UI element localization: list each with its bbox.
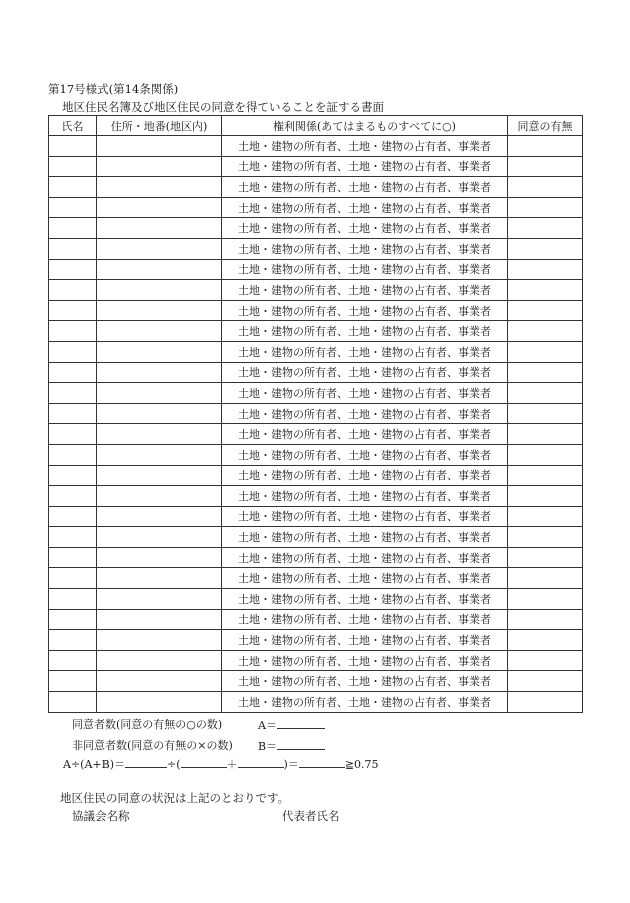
formula-divide: ÷( bbox=[167, 758, 181, 771]
consent-cell bbox=[508, 527, 583, 548]
formula-blank-3 bbox=[238, 755, 284, 768]
name-cell bbox=[49, 609, 97, 630]
table-row bbox=[49, 424, 583, 445]
name-cell bbox=[49, 362, 97, 383]
consent-cell bbox=[508, 424, 583, 445]
address-cell bbox=[97, 403, 222, 424]
rights-cell: 土地・建物の所有者、土地・建物の占有者、事業者 bbox=[222, 650, 508, 671]
address-cell bbox=[97, 589, 222, 610]
name-cell bbox=[49, 527, 97, 548]
consent-cell bbox=[508, 403, 583, 424]
rights-cell: 土地・建物の所有者、土地・建物の占有者、事業者 bbox=[222, 486, 508, 507]
council-name-label: 協議会名称 bbox=[72, 809, 130, 823]
rights-cell: 土地・建物の所有者、土地・建物の占有者、事業者 bbox=[222, 692, 508, 713]
table-row bbox=[49, 177, 583, 198]
rights-cell: 土地・建物の所有者、土地・建物の占有者、事業者 bbox=[222, 547, 508, 568]
table-row bbox=[49, 218, 583, 239]
rights-cell: 土地・建物の所有者、土地・建物の占有者、事業者 bbox=[222, 383, 508, 404]
name-cell bbox=[49, 238, 97, 259]
name-cell bbox=[49, 444, 97, 465]
consent-cell bbox=[508, 362, 583, 383]
consent-cell bbox=[508, 383, 583, 404]
rights-cell: 土地・建物の所有者、土地・建物の占有者、事業者 bbox=[222, 136, 508, 157]
address-cell bbox=[97, 259, 222, 280]
consent-cell bbox=[508, 136, 583, 157]
rights-cell: 土地・建物の所有者、土地・建物の占有者、事業者 bbox=[222, 506, 508, 527]
rights-cell: 土地・建物の所有者、土地・建物の占有者、事業者 bbox=[222, 259, 508, 280]
rights-cell: 土地・建物の所有者、土地・建物の占有者、事業者 bbox=[222, 300, 508, 321]
name-cell bbox=[49, 321, 97, 342]
rights-cell: 土地・建物の所有者、土地・建物の占有者、事業者 bbox=[222, 609, 508, 630]
address-cell bbox=[97, 671, 222, 692]
consent-cell bbox=[508, 444, 583, 465]
consent-cell bbox=[508, 630, 583, 651]
address-cell bbox=[97, 630, 222, 651]
consent-cell bbox=[508, 506, 583, 527]
consent-count-blank bbox=[277, 716, 325, 729]
consent-count-field bbox=[258, 716, 325, 733]
nonconsent-count-field bbox=[258, 737, 325, 754]
name-cell bbox=[49, 424, 97, 445]
formula-prefix: A÷(A+B)＝ bbox=[63, 758, 125, 771]
table-row bbox=[49, 136, 583, 157]
rights-cell: 土地・建物の所有者、土地・建物の占有者、事業者 bbox=[222, 218, 508, 239]
consent-cell bbox=[508, 300, 583, 321]
consent-count-label: 同意者数(同意の有無の○の数) bbox=[72, 718, 223, 731]
name-cell bbox=[49, 177, 97, 198]
address-cell bbox=[97, 280, 222, 301]
table-row bbox=[49, 362, 583, 383]
table-row bbox=[49, 609, 583, 630]
name-cell bbox=[49, 671, 97, 692]
nonconsent-count-label: 非同意者数(同意の有無の×の数) bbox=[72, 739, 233, 752]
formula-threshold: ≧0.75 bbox=[344, 758, 379, 771]
table-header-row bbox=[49, 116, 583, 136]
table-row bbox=[49, 238, 583, 259]
consent-cell bbox=[508, 218, 583, 239]
rights-cell: 土地・建物の所有者、土地・建物の占有者、事業者 bbox=[222, 280, 508, 301]
table-row bbox=[49, 692, 583, 713]
address-cell bbox=[97, 362, 222, 383]
consent-count-variable: A＝ bbox=[258, 719, 277, 732]
rights-cell: 土地・建物の所有者、土地・建物の占有者、事業者 bbox=[222, 362, 508, 383]
address-cell bbox=[97, 692, 222, 713]
rights-cell: 土地・建物の所有者、土地・建物の占有者、事業者 bbox=[222, 156, 508, 177]
rights-cell: 土地・建物の所有者、土地・建物の占有者、事業者 bbox=[222, 465, 508, 486]
rights-cell: 土地・建物の所有者、土地・建物の占有者、事業者 bbox=[222, 527, 508, 548]
consent-cell bbox=[508, 238, 583, 259]
consent-cell bbox=[508, 341, 583, 362]
formula-close: )＝ bbox=[283, 758, 299, 771]
rights-cell: 土地・建物の所有者、土地・建物の占有者、事業者 bbox=[222, 197, 508, 218]
rights-cell: 土地・建物の所有者、土地・建物の占有者、事業者 bbox=[222, 424, 508, 445]
resident-consent-table bbox=[48, 115, 583, 713]
consent-status-note: 地区住民の同意の状況は上記のとおりです。 bbox=[60, 791, 290, 805]
address-cell bbox=[97, 568, 222, 589]
address-cell bbox=[97, 341, 222, 362]
nonconsent-count-variable: B＝ bbox=[258, 740, 278, 753]
table-row bbox=[49, 527, 583, 548]
name-cell bbox=[49, 465, 97, 486]
address-cell bbox=[97, 444, 222, 465]
address-cell bbox=[97, 527, 222, 548]
consent-cell bbox=[508, 486, 583, 507]
name-cell bbox=[49, 218, 97, 239]
table-row bbox=[49, 465, 583, 486]
rights-cell: 土地・建物の所有者、土地・建物の占有者、事業者 bbox=[222, 321, 508, 342]
address-cell bbox=[97, 136, 222, 157]
column-header-name: 氏名 bbox=[49, 116, 97, 136]
table-row bbox=[49, 341, 583, 362]
table-row bbox=[49, 650, 583, 671]
consent-ratio-formula bbox=[63, 755, 379, 772]
formula-blank-4 bbox=[299, 755, 345, 768]
consent-cell bbox=[508, 177, 583, 198]
formula-blank-1 bbox=[125, 755, 167, 768]
consent-cell bbox=[508, 259, 583, 280]
document-title: 地区住民名簿及び地区住民の同意を得ていることを証する書面 bbox=[62, 100, 384, 114]
consent-cell bbox=[508, 671, 583, 692]
name-cell bbox=[49, 136, 97, 157]
name-cell bbox=[49, 156, 97, 177]
consent-cell bbox=[508, 321, 583, 342]
table-row bbox=[49, 486, 583, 507]
address-cell bbox=[97, 465, 222, 486]
name-cell bbox=[49, 300, 97, 321]
formula-blank-2 bbox=[181, 755, 227, 768]
form-number: 第17号様式(第14条関係) bbox=[48, 82, 179, 96]
column-header-address: 住所・地番(地区内) bbox=[97, 116, 222, 136]
address-cell bbox=[97, 424, 222, 445]
address-cell bbox=[97, 238, 222, 259]
rights-cell: 土地・建物の所有者、土地・建物の占有者、事業者 bbox=[222, 671, 508, 692]
address-cell bbox=[97, 609, 222, 630]
table-row bbox=[49, 568, 583, 589]
consent-cell bbox=[508, 465, 583, 486]
address-cell bbox=[97, 300, 222, 321]
table-row bbox=[49, 630, 583, 651]
table-row bbox=[49, 444, 583, 465]
name-cell bbox=[49, 568, 97, 589]
consent-cell bbox=[508, 650, 583, 671]
name-cell bbox=[49, 650, 97, 671]
rights-cell: 土地・建物の所有者、土地・建物の占有者、事業者 bbox=[222, 630, 508, 651]
table-row bbox=[49, 300, 583, 321]
table-row bbox=[49, 259, 583, 280]
consent-cell bbox=[508, 156, 583, 177]
name-cell bbox=[49, 403, 97, 424]
rights-cell: 土地・建物の所有者、土地・建物の占有者、事業者 bbox=[222, 568, 508, 589]
name-cell bbox=[49, 547, 97, 568]
name-cell bbox=[49, 341, 97, 362]
table-row bbox=[49, 547, 583, 568]
nonconsent-count-blank bbox=[277, 737, 325, 750]
consent-cell bbox=[508, 692, 583, 713]
table-row bbox=[49, 383, 583, 404]
address-cell bbox=[97, 486, 222, 507]
formula-plus: ＋ bbox=[226, 758, 238, 771]
address-cell bbox=[97, 197, 222, 218]
rights-cell: 土地・建物の所有者、土地・建物の占有者、事業者 bbox=[222, 444, 508, 465]
table-row bbox=[49, 321, 583, 342]
name-cell bbox=[49, 280, 97, 301]
rights-cell: 土地・建物の所有者、土地・建物の占有者、事業者 bbox=[222, 238, 508, 259]
name-cell bbox=[49, 197, 97, 218]
address-cell bbox=[97, 650, 222, 671]
consent-cell bbox=[508, 609, 583, 630]
rights-cell: 土地・建物の所有者、土地・建物の占有者、事業者 bbox=[222, 589, 508, 610]
table-row bbox=[49, 589, 583, 610]
consent-cell bbox=[508, 280, 583, 301]
column-header-consent: 同意の有無 bbox=[508, 116, 583, 136]
name-cell bbox=[49, 692, 97, 713]
table-row bbox=[49, 156, 583, 177]
column-header-rights: 権利関係(あてはまるものすべてに○) bbox=[222, 116, 508, 136]
table-row bbox=[49, 280, 583, 301]
name-cell bbox=[49, 486, 97, 507]
table-row bbox=[49, 506, 583, 527]
consent-cell bbox=[508, 568, 583, 589]
address-cell bbox=[97, 156, 222, 177]
name-cell bbox=[49, 259, 97, 280]
representative-name-label: 代表者氏名 bbox=[282, 809, 340, 823]
address-cell bbox=[97, 218, 222, 239]
name-cell bbox=[49, 506, 97, 527]
address-cell bbox=[97, 177, 222, 198]
consent-cell bbox=[508, 589, 583, 610]
address-cell bbox=[97, 547, 222, 568]
rights-cell: 土地・建物の所有者、土地・建物の占有者、事業者 bbox=[222, 403, 508, 424]
consent-cell bbox=[508, 547, 583, 568]
name-cell bbox=[49, 383, 97, 404]
table-row bbox=[49, 671, 583, 692]
table-row bbox=[49, 197, 583, 218]
name-cell bbox=[49, 630, 97, 651]
name-cell bbox=[49, 589, 97, 610]
table-row bbox=[49, 403, 583, 424]
address-cell bbox=[97, 506, 222, 527]
address-cell bbox=[97, 321, 222, 342]
address-cell bbox=[97, 383, 222, 404]
consent-cell bbox=[508, 197, 583, 218]
rights-cell: 土地・建物の所有者、土地・建物の占有者、事業者 bbox=[222, 341, 508, 362]
rights-cell: 土地・建物の所有者、土地・建物の占有者、事業者 bbox=[222, 177, 508, 198]
